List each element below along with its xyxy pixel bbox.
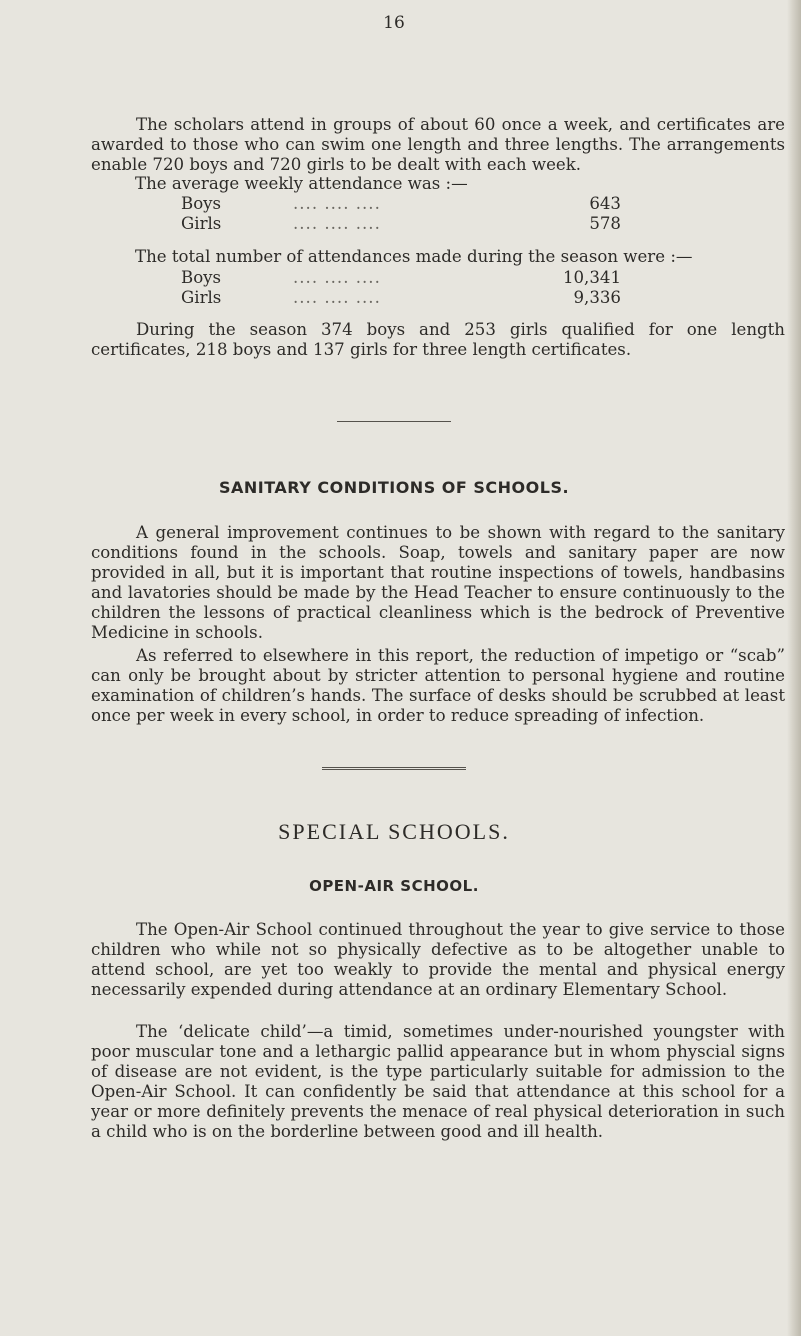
leader-dots: .... .... .... [293, 288, 381, 307]
section-divider [322, 767, 466, 770]
row-value: 643 [589, 194, 621, 213]
weekly-attendance-row [181, 214, 621, 234]
weekly-attendance-row [181, 194, 621, 214]
row-label: Girls [181, 288, 222, 307]
total-attendance-label: The total number of attendances made during the season were :— [135, 247, 693, 266]
leader-dots: .... .... .... [293, 214, 381, 233]
open-air-paragraph: The ‘delicate child’—a timid, sometimes under-nourished youngster with poor muscular tone and a lethargic pallid appearance but in whom physcial signs of disease are not evident, is the type particularly suitable for admission to the Open-Air School. It can confidently be said that attendance at this school for a year or more definitely prevents the menace of real physical deterioration in such a child who is on the borderline between good and ill health. [91, 1022, 785, 1141]
weekly-attendance-label: The average weekly attendance was :— [135, 174, 468, 193]
page-number: 16 [383, 13, 405, 33]
row-label: Boys [181, 194, 222, 213]
sanitary-heading: SANITARY CONDITIONS OF SCHOOLS. [218, 478, 570, 497]
row-label: Boys [181, 268, 222, 287]
total-attendance-row [181, 268, 621, 288]
row-value: 578 [589, 214, 621, 233]
leader-dots: .... .... .... [293, 268, 381, 287]
sanitary-paragraph: A general improvement continues to be shown with regard to the sanitary conditions found in the schools. Soap, towels and sanitary paper are now provided in all, but it is important that routine inspections of towels, handbasins and lavatories should be made by the Head Teacher to ensure continuously to the children the lessons of practical cleanliness which is the bedrock of Preventive Medicine in schools. [91, 523, 785, 642]
total-attendance-row [181, 288, 621, 308]
qualified-paragraph: During the season 374 boys and 253 girls qualified for one length certificates, 218 boys and 137 girls for three length certificates. [91, 320, 785, 359]
open-air-school-heading: OPEN-AIR SCHOOL. [309, 877, 479, 895]
section-divider [337, 421, 451, 422]
sanitary-paragraph: As referred to elsewhere in this report, the reduction of impetigo or “scab” can only be brought about by stricter attention to personal hygiene and routine examination of children’s hands. The surface of desks should be scrubbed at least once per week in every school, in order to reduce spreading of infection. [91, 646, 785, 725]
intro-paragraph: The scholars attend in groups of about 60 once a week, and certificates are awarded to those who can swim one length and three lengths. The arrangements enable 720 boys and 720 girls to be dealt with each week. [91, 115, 785, 174]
row-value: 10,341 [562, 268, 621, 287]
row-label: Girls [181, 214, 222, 233]
leader-dots: .... .... .... [293, 194, 381, 213]
page-edge-shadow [787, 0, 801, 1336]
open-air-paragraph: The Open-Air School continued throughout the year to give service to those children who while not so physically defective as to be altogether unable to attend school, are yet too weakly to provide the mental and physical energy necessarily expended during attendance at an ordinary Elementary School. [91, 920, 785, 999]
row-value: 9,336 [573, 288, 621, 307]
special-schools-heading: SPECIAL SCHOOLS. [278, 819, 510, 844]
